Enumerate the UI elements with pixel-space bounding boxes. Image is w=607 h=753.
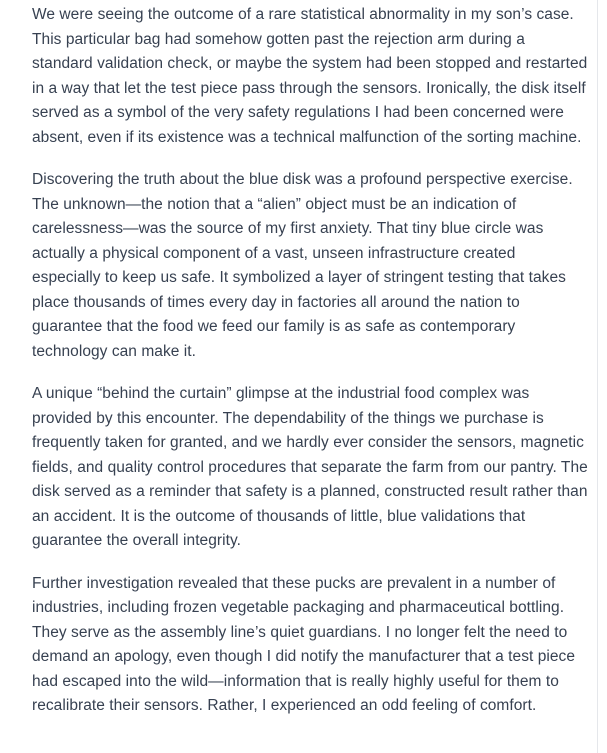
paragraph-3: A unique “behind the curtain” glimpse at the industrial food complex was provided by this encounter. The dependability of the things we purchase is frequently taken for granted, and we hardly ever consider the sensors, magnetic fields, and quality control procedures that separate the farm from our pantry. The disk served as a reminder that safety is a planned, constructed result rather than an accident. It is the outcome of thousands of little, blue validations that guarantee the overall integrity. <box>32 385 588 549</box>
content-edge-divider <box>597 0 598 753</box>
paragraph-2: Discovering the truth about the blue disk was a profound perspective exercise. The unknown—the notion that a “alien” object must be an indication of carelessness—was the source of my first anxiety. That tiny blue circle was actually a physical component of a vast, unseen infrastructure created especially to keep us safe. It symbolized a layer of stringent testing that takes place thousands of times every day in factories all around the nation to guarantee that the food we feed our family is as safe as contemporary technology can make it. <box>32 171 573 360</box>
paragraph-4: Further investigation revealed that these pucks are prevalent in a number of industries, including frozen vegetable packaging and pharmaceutical bottling. They serve as the assembly line’s quiet guardians. I no longer felt the need to demand an apology, even though I did notify the manufacturer that a test piece had escaped into the wild—information that is really highly useful for them to recalibrate their sensors. Rather, I experienced an odd feeling of comfort. <box>32 574 576 714</box>
paragraph-1: We were seeing the outcome of a rare statistical abnormality in my son’s case. This particular bag had somehow gotten past the rejection arm during a standard validation check, or maybe the system had been stopped and restarted in a way that let the test piece pass through the sensors. Ironically, the disk itself served as a symbol of the very safety regulations I had been concerned were absent, even if its existence was a technical malfunction of the sorting machine. <box>32 6 588 146</box>
